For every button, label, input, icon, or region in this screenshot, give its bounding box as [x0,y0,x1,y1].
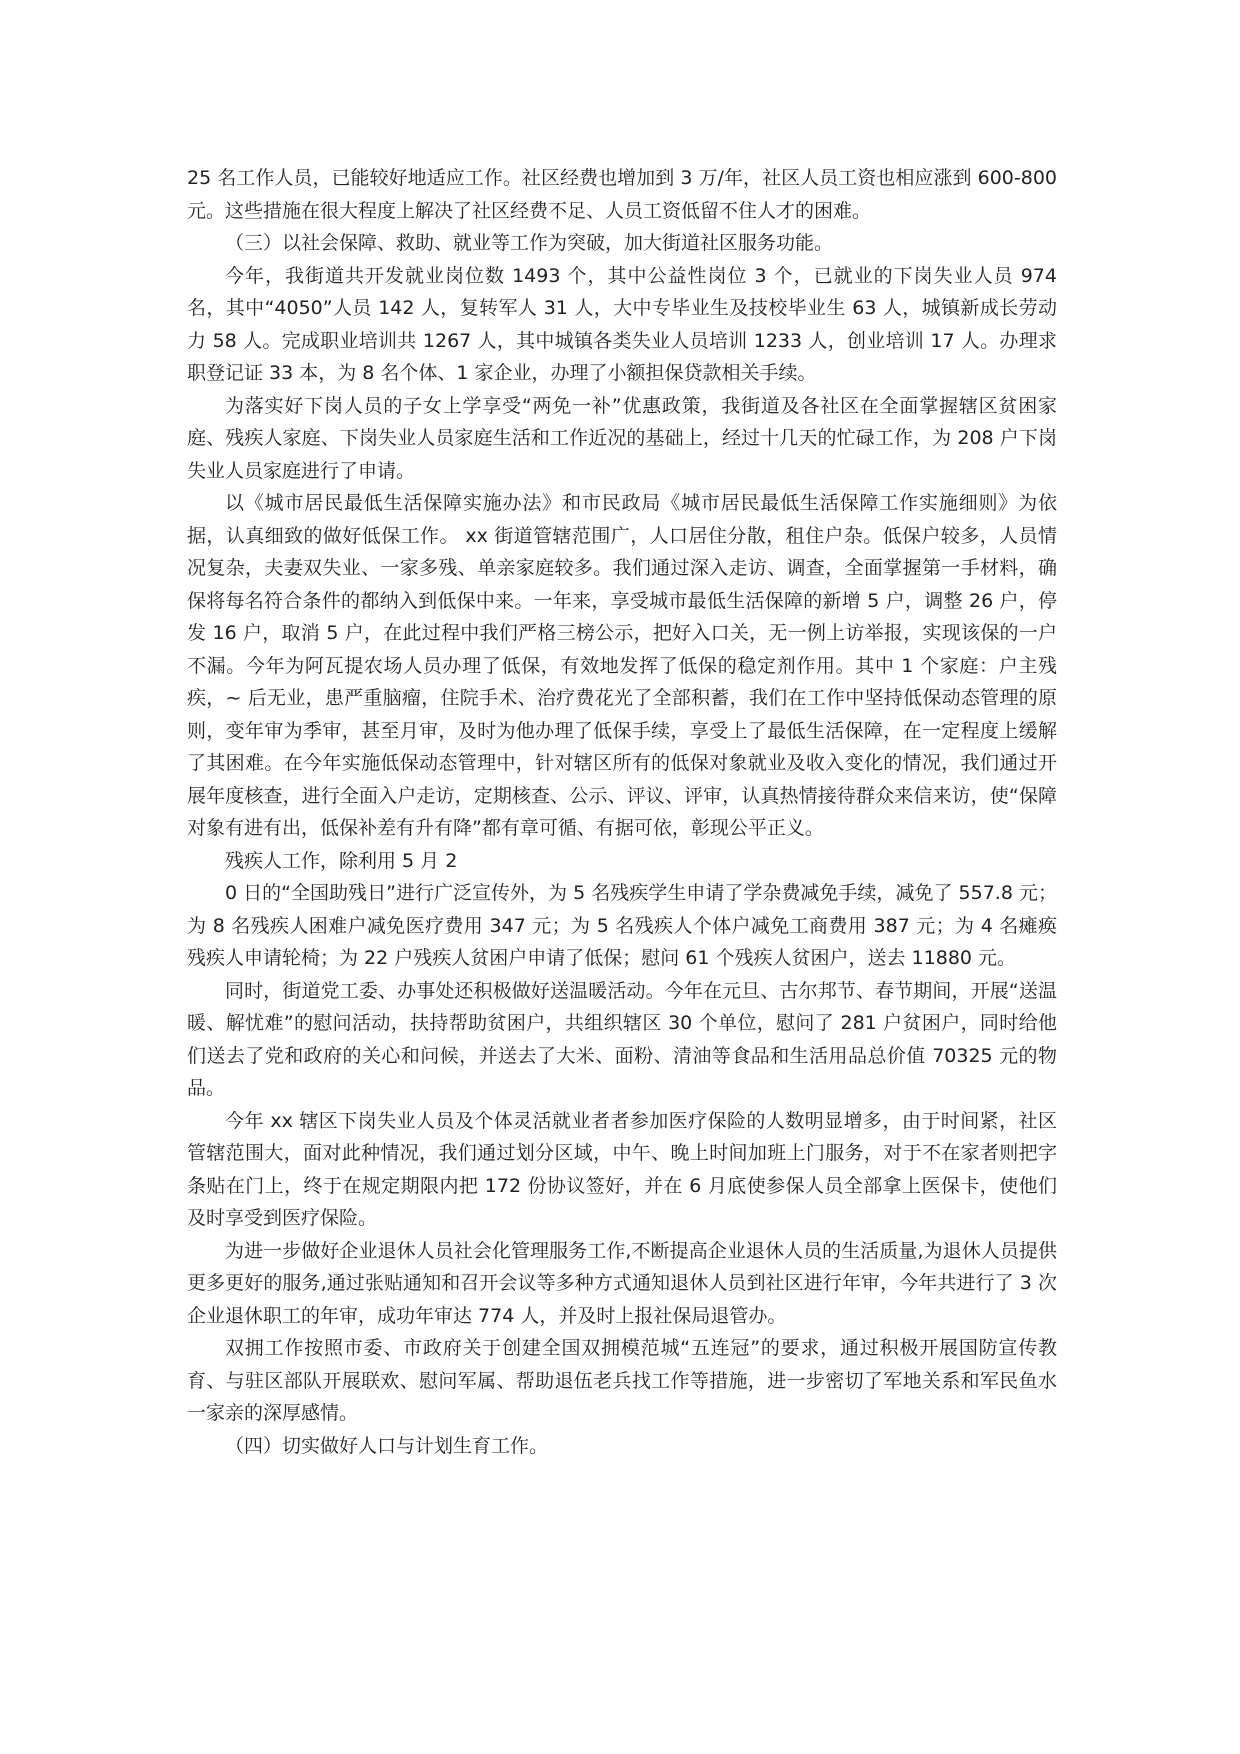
paragraph-warmth-activity: 同时，街道党工委、办事处还积极做好送温暖活动。今年在元旦、古尔邦节、春节期间，开展“送温暖、解忧难”的慰问活动，扶持帮助贫困户，共组织辖区 30 个单位，慰问了 281 户贫困户，同时给他们送去了党和政府的关心和问候，并送去了大米、面粉、清油等食品和生活用品总价值 70325 元的物品。 [187,979,1057,1099]
paragraph-military-support: 双拥工作按照市委、市政府关于创建全国双拥模范城“五连冠”的要求，通过积极开展国防宣传教育、与驻区部队开展联欢、慰问军属、帮助退伍老兵找工作等措施，进一步密切了军地关系和军民鱼水一家亲的深厚感情。 [187,1337,1057,1424]
paragraph-medical-insurance: 今年 xx 辖区下岗失业人员及个体灵活就业者者参加医疗保险的人数明显增多，由于时间紧，社区管辖范围大，面对此种情况，我们通过划分区域，中午、晚上时间加班上门服务，对于不在家者则把字条贴在门上，终于在规定期限内把 172 份协议签好，并在 6 月底使参保人员全部拿上医保卡，使他们及时享受到医疗保险。 [187,1109,1057,1229]
section-heading-3: （三）以社会保障、救助、就业等工作为突破，加大街道社区服务功能。 [225,232,834,254]
paragraph-education-subsidy: 为落实好下岗人员的子女上学享受“两免一补”优惠政策，我街道及各社区在全面掌握辖区贫困家庭、残疾人家庭、下岗失业人员家庭生活和工作近况的基础上，经过十几天的忙碌工作，为 208 户下岗失业人员家庭进行了申请。 [187,394,1057,482]
paragraph-minimum-living: 以《城市居民最低生活保障实施办法》和市民政局《城市居民最低生活保障工作实施细则》为依据，认真细致的做好低保工作。 xx 街道管辖范围广，人口居住分散，租住户杂。低保户较多，人员情况复杂，夫妻双失业、一家多残、单亲家庭较多。我们通过深入走访、调查，全面掌握第一手材料，确保将每名符合条件的都纳入到低保中来。一年来，享受城市最低生活保障的新增 5 户，调整 26 户，停发 16 户，取消 5 户，在此过程中我们严格三榜公示，把好入口关，无一例上访举报，实现该保的一户不漏。今年为阿瓦提农场人员办理了低保，有效地发挥了低保的稳定剂作用。其中 1 个家庭：户主残疾，~ 后无业，患严重脑瘤，住院手术、治疗费花光了全部积蓄，我们在工作中坚持低保动态管理的原则，变年审为季审，甚至月审，及时为他办理了低保手续，享受上了最低生活保障，在一定程度上缓解了其困难。在今年实施低保动态管理中，针对辖区所有的低保对象就业及收入变化的情况，我们通过开展年度核查，进行全面入户走访，定期核查、公示、评议、评审，认真热情接待群众来信来访，使“保障对象有进有出，低保补差有升有降”都有章可循、有据可依，彰现公平正义。 [187,492,1057,839]
paragraph-retiree-service: 为进一步做好企业退休人员社会化管理服务工作,不断提高企业退休人员的生活质量,为退休人员提供更多更好的服务,通过张贴通知和召开会议等多种方式通知退休人员到社区进行年审，今年共进行了 3 次企业退休职工的年审，成功年审达 774 人，并及时上报社保局退管办。 [187,1239,1057,1327]
section-heading-4: （四）切实做好人口与计划生育工作。 [225,1434,549,1457]
paragraph-employment: 今年，我街道共开发就业岗位数 1493 个，其中公益性岗位 3 个，已就业的下岗失业人员 974 名，其中“4050”人员 142 人，复转军人 31 人，大中专毕业生及技校毕业生 63 人，城镇新成长劳动力 58 人。完成职业培训共 1267 人，其中城镇各类失业人员培训 1233 人，创业培训 17 人。办理求职登记证 33 本，为 8 名个体、1 家企业，办理了小额担保贷款相关手续。 [187,264,1057,384]
paragraph-continuation: 25 名工作人员，已能较好地适应工作。社区经费也增加到 3 万/年，社区人员工资也相应涨到 600-800 元。这些措施在很大程度上解决了社区经费不足、人员工资低留不住人才的困难。 [187,167,1057,222]
paragraph-disabled-intro: 残疾人工作，除利用 5 月 2 [225,849,458,872]
paragraph-disabled-details: 0 日的“全国助残日”进行广泛宣传外，为 5 名残疾学生申请了学杂费减免手续，减免了 557.8 元；为 8 名残疾人困难户减免医疗费用 347 元；为 5 名残疾人个体户减免工商费用 387 元；为 4 名瘫痪残疾人申请轮椅；为 22 户残疾人贫困户申请了低保；慰问 61 个残疾人贫困户，送去 11880 元。 [187,882,1057,969]
document-body [187,162,1057,1462]
